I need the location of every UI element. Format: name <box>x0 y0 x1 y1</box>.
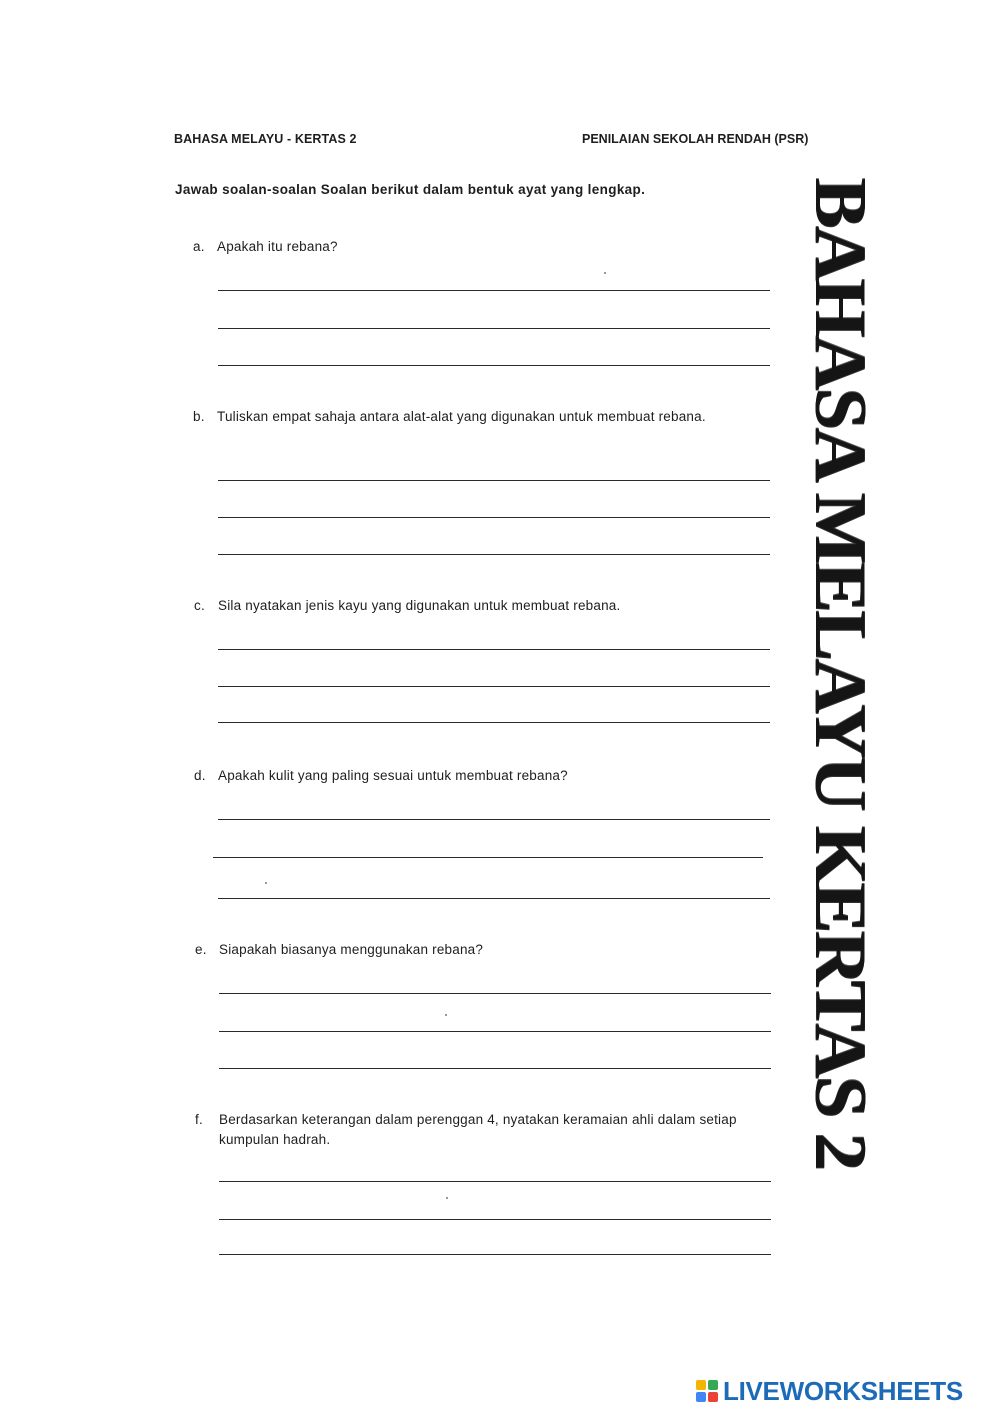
question-letter: b. <box>193 409 205 424</box>
header-assessment: PENILAIAN SEKOLAH RENDAH (PSR) <box>582 132 809 146</box>
answer-line-d-1[interactable] <box>218 819 770 820</box>
instruction-text: Jawab soalan-soalan Soalan berikut dalam bentuk ayat yang lengkap. <box>175 182 646 197</box>
question-f <box>195 1110 775 1150</box>
question-d <box>194 766 774 786</box>
answer-line-d-2[interactable] <box>213 857 763 858</box>
header-subject: BAHASA MELAYU - KERTAS 2 <box>174 132 357 146</box>
vertical-title <box>799 160 888 1260</box>
question-letter: f. <box>195 1112 203 1127</box>
question-c <box>194 596 774 616</box>
question-text: Berdasarkan keterangan dalam perenggan 4, nyatakan keramaian ahli dalam setiap kumpulan hadrah. <box>219 1112 737 1147</box>
answer-line-a-3[interactable] <box>218 365 770 366</box>
answer-line-a-1[interactable] <box>218 290 770 291</box>
question-letter: c. <box>194 598 205 613</box>
answer-line-c-2[interactable] <box>218 686 770 687</box>
answer-line-f-1[interactable] <box>219 1181 771 1182</box>
answer-line-b-3[interactable] <box>218 554 770 555</box>
question-letter: a. <box>193 239 205 254</box>
answer-line-e-3[interactable] <box>219 1068 771 1069</box>
question-text: Tuliskan empat sahaja antara alat-alat yang digunakan untuk membuat rebana. <box>217 409 706 424</box>
scan-speck <box>446 1197 448 1199</box>
scan-speck <box>445 1014 447 1016</box>
question-a <box>193 237 773 257</box>
answer-line-b-1[interactable] <box>218 480 770 481</box>
answer-line-e-2[interactable] <box>219 1031 771 1032</box>
liveworksheets-logo-icon <box>695 1379 719 1403</box>
question-text: Sila nyatakan jenis kayu yang digunakan untuk membuat rebana. <box>218 598 621 613</box>
answer-line-e-1[interactable] <box>219 993 771 994</box>
answer-line-c-1[interactable] <box>218 649 770 650</box>
question-e <box>195 940 775 960</box>
question-b <box>193 407 773 427</box>
question-text: Apakah kulit yang paling sesuai untuk membuat rebana? <box>218 768 568 783</box>
answer-line-b-2[interactable] <box>218 517 770 518</box>
question-letter: e. <box>195 942 207 957</box>
question-letter: d. <box>194 768 206 783</box>
answer-line-f-2[interactable] <box>219 1219 771 1220</box>
answer-line-d-3[interactable] <box>218 898 770 899</box>
scan-speck <box>265 882 267 884</box>
answer-line-f-3[interactable] <box>219 1254 771 1255</box>
vertical-title-text: BAHASA MELAYU KERTAS 2 <box>799 178 881 1169</box>
question-text: Siapakah biasanya menggunakan rebana? <box>219 942 484 957</box>
brand-footer[interactable] <box>695 1376 963 1406</box>
scan-speck <box>604 272 606 274</box>
brand-name: LIVEWORKSHEETS <box>723 1375 963 1406</box>
question-text: Apakah itu rebana? <box>217 239 338 254</box>
answer-line-c-3[interactable] <box>218 722 770 723</box>
answer-line-a-2[interactable] <box>218 328 770 329</box>
